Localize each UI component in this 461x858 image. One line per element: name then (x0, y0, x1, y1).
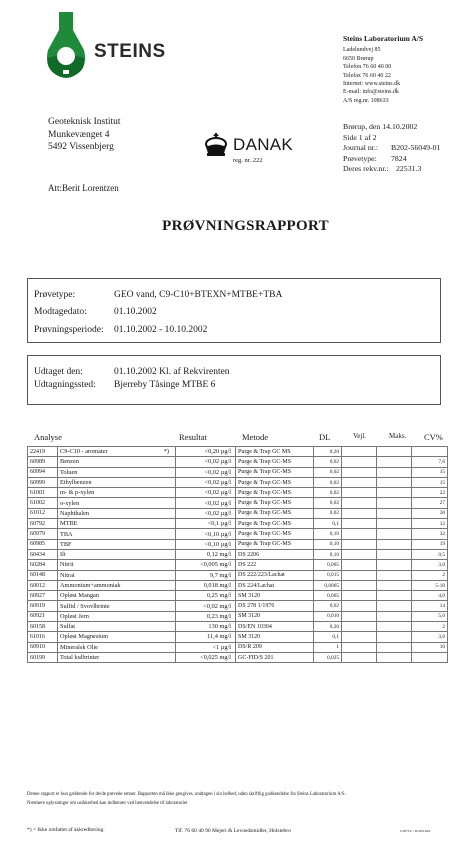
info-value: 01.10.2002 Kl. af Rekvirenten (114, 367, 230, 377)
max-value (377, 622, 412, 632)
analysis-name-text: Ammonium+ammoniak (60, 582, 121, 589)
info-row (28, 379, 440, 392)
guideline-value (342, 529, 377, 539)
analysis-name (58, 477, 176, 487)
cv-value: 14 (412, 601, 448, 611)
flask-icon (44, 12, 88, 82)
analysis-name-text: TBF (60, 540, 72, 548)
detection-limit: 0,02 (314, 508, 342, 518)
guideline-value (342, 488, 377, 498)
analysis-name (58, 519, 176, 529)
method: DS 278 1/1976 (236, 601, 314, 611)
method: SM 3120 (236, 591, 314, 601)
result-value: <0,02 µg/l (176, 477, 236, 487)
info-label: Udtagningssted: (34, 380, 96, 390)
info-value: GEO vand, C9-C10+BTEXN+MTBE+TBA (114, 290, 283, 300)
analysis-name-text: Sulfat (60, 623, 76, 631)
result-value: <0,20 µg/l (176, 447, 236, 457)
cv-value: 15 (412, 477, 448, 487)
table-row (28, 549, 448, 559)
guideline-value (342, 642, 377, 652)
analysis-name (58, 447, 176, 457)
max-value (377, 447, 412, 457)
cv-value: 22 (412, 488, 448, 498)
guideline-value (342, 570, 377, 580)
method: DS 2206 (236, 549, 314, 559)
info-label: Modtagedato: (34, 307, 87, 317)
detection-limit: 0,010 (314, 611, 342, 621)
max-value (377, 580, 412, 590)
header-analyse: Analyse (34, 432, 62, 442)
cv-value: 5-10 (412, 580, 448, 590)
max-value (377, 549, 412, 559)
analysis-name-text: Sulfid / Svovlbrinte (60, 602, 110, 610)
method: Purge & Trap GC-MS (236, 508, 314, 518)
table-row (28, 652, 448, 662)
table-row (28, 611, 448, 621)
analysis-code: 60921 (28, 611, 58, 621)
method: Purge & Trap GC MS (236, 447, 314, 457)
cv-value (412, 652, 448, 662)
max-value (377, 539, 412, 549)
detection-limit: 0,20 (314, 622, 342, 632)
journal-label: Journal nr.: (343, 143, 379, 152)
analysis-name (58, 570, 176, 580)
accreditation-note: *) (163, 448, 169, 456)
analysis-name-text: Toluen (60, 468, 78, 476)
footer-contact: Tlf. 76 60 40 90 Mejeri & Levnedsmidler, Holstebro (175, 828, 291, 834)
table-row (28, 447, 448, 457)
table-row (28, 529, 448, 539)
detection-limit: 0,02 (314, 488, 342, 498)
analysis-name (58, 508, 176, 518)
table-row (28, 642, 448, 652)
method: DS/R 209 (236, 642, 314, 652)
analysis-name-text: Total kulbrinter (60, 654, 100, 662)
cv-value: 19 (412, 539, 448, 549)
cv-value: 27 (412, 498, 448, 508)
max-value (377, 570, 412, 580)
guideline-value (342, 477, 377, 487)
lab-address-line: Telefon 76 60 40 00 (343, 64, 392, 71)
cv-value: 10 (412, 642, 448, 652)
analysis-code: 60199 (28, 652, 58, 662)
detection-limit: 0,015 (314, 570, 342, 580)
method: Purge & Trap GC-MS (236, 477, 314, 487)
max-value (377, 652, 412, 662)
danak-mark (203, 131, 303, 171)
max-value (377, 457, 412, 467)
guideline-value (342, 622, 377, 632)
lab-address-line: E-mail: info@steins.dk (343, 89, 399, 96)
method: Purge & Trap GC-MS (236, 519, 314, 529)
results-header (27, 432, 447, 446)
reference-value: 22531.3 (396, 164, 422, 173)
result-value: 130 mg/l (176, 622, 236, 632)
info-label: Prøvetype: (34, 290, 76, 300)
analysis-code: 60284 (28, 560, 58, 570)
table-row (28, 601, 448, 611)
analysis-code: 60158 (28, 622, 58, 632)
analysis-name (58, 529, 176, 539)
analysis-name-text: Opløst Mangan (60, 592, 100, 600)
table-row (28, 560, 448, 570)
analysis-name-text: Nitrit (60, 561, 74, 569)
analysis-name-text: m- & p-xylen (60, 489, 95, 497)
analysis-name-text: MTBE (60, 520, 78, 528)
result-value: <0,02 µg/l (176, 498, 236, 508)
recipient-address (48, 116, 121, 154)
cv-value: 32 (412, 529, 448, 539)
report-date: Brørup, den 14.10.2002 (343, 122, 418, 131)
cv-value: 3,6 (412, 632, 448, 642)
table-row (28, 570, 448, 580)
sample-type-value: 7824 (391, 153, 407, 163)
analysis-name (58, 632, 176, 642)
info-value: 01.10.2002 - 10.10.2002 (114, 325, 208, 335)
result-value: <1 µg/l (176, 642, 236, 652)
analysis-name (58, 642, 176, 652)
guideline-value (342, 611, 377, 621)
result-value: <0,10 µg/l (176, 529, 236, 539)
result-value: <0,02 µg/l (176, 508, 236, 518)
guideline-value (342, 519, 377, 529)
result-value: <0,005 mg/l (176, 560, 236, 570)
guideline-value (342, 549, 377, 559)
table-row (28, 622, 448, 632)
detection-limit: 0,02 (314, 457, 342, 467)
result-value: 0,23 mg/l (176, 611, 236, 621)
guideline-value (342, 601, 377, 611)
method: Purge & Trap GC-MS (236, 467, 314, 477)
analysis-code: 60792 (28, 519, 58, 529)
table-row (28, 632, 448, 642)
result-value: <0,025 mg/l (176, 652, 236, 662)
max-value (377, 560, 412, 570)
max-value (377, 498, 412, 508)
result-value: 11,4 mg/l (176, 632, 236, 642)
logo-wordmark: STEINS (94, 41, 166, 62)
method: DS 222 (236, 560, 314, 570)
detection-limit: 0,005 (314, 560, 342, 570)
footer-disclaimer (27, 790, 447, 808)
guideline-value (342, 447, 377, 457)
method: Purge & Trap GC-MS (236, 488, 314, 498)
guideline-value (342, 498, 377, 508)
detection-limit: 0,0065 (314, 580, 342, 590)
lab-address-line: Internet: www.steins.dk (343, 81, 401, 88)
method: Purge & Trap GC-MS (236, 498, 314, 508)
guideline-value (342, 508, 377, 518)
result-value: <0,02 µg/l (176, 488, 236, 498)
lab-name: Steins Laboratorium A/S (343, 34, 424, 43)
info-label: Udtaget den: (34, 367, 83, 377)
analysis-name (58, 622, 176, 632)
analysis-code: 61012 (28, 508, 58, 518)
detection-limit: 0,02 (314, 601, 342, 611)
guideline-value (342, 652, 377, 662)
analysis-code: 60989 (28, 457, 58, 467)
method: DS/EN 10304 (236, 622, 314, 632)
cv-value: 0,5 (412, 549, 448, 559)
footer-line: Nærmere oplysninger om usikkerhed kan indhentes ved henvendelse til laboratoriet (27, 801, 188, 806)
max-value (377, 508, 412, 518)
table-row (28, 488, 448, 498)
result-value: 0,25 mg/l (176, 591, 236, 601)
analysis-name-text: Mineralsk Olie (60, 643, 98, 651)
result-value: <0,02 µg/l (176, 467, 236, 477)
analysis-code: 61001 (28, 488, 58, 498)
analysis-code: 22419 (28, 447, 58, 457)
method: Purge & Trap GC-MS (236, 539, 314, 549)
analysis-name-text: Benzen (60, 458, 79, 466)
detection-limit: 0,025 (314, 652, 342, 662)
method: SM 3120 (236, 611, 314, 621)
report-title: PRØVNINGSRAPPORT (162, 218, 329, 234)
reference-label: Deres rekv.nr.: (343, 164, 389, 173)
analysis-name (58, 601, 176, 611)
attention-line: Att:Berit Lorentzen (48, 183, 119, 193)
cv-value: 2 (412, 570, 448, 580)
analysis-name (58, 652, 176, 662)
cv-value: 3,0 (412, 560, 448, 570)
detection-limit: 0,10 (314, 549, 342, 559)
result-value: <0,10 µg/l (176, 539, 236, 549)
recipient-line: 5492 Vissenbjerg (48, 142, 114, 152)
detection-limit: 1 (314, 642, 342, 652)
table-row (28, 477, 448, 487)
footer-note: *) = Ikke omfattet af akkreditering. (27, 827, 105, 833)
guideline-value (342, 580, 377, 590)
method: DS 224/Lachat (236, 580, 314, 590)
analysis-name (58, 539, 176, 549)
table-row (28, 539, 448, 549)
analysis-name (58, 580, 176, 590)
journal-value: B202-56049-01 (391, 143, 441, 152)
detection-limit: 0,005 (314, 591, 342, 601)
table-row (28, 498, 448, 508)
footer-line: Denne rapport er kun gældende for de/de prøvede emner. Rapporten må ikke gengives, undtagen i sin helhed, uden skriftlig godkendelse fra Steins Laboratorium A/S. (27, 792, 346, 797)
info-row (28, 324, 440, 337)
detection-limit: 0,1 (314, 519, 342, 529)
header-maks: Maks. (389, 432, 407, 440)
lab-address (343, 35, 458, 105)
report-meta (343, 122, 458, 175)
lab-address-line: Telefax 76 60 40 22 (343, 72, 391, 79)
header-cv: CV% (424, 432, 443, 442)
analysis-code: 60999 (28, 477, 58, 487)
guideline-value (342, 632, 377, 642)
crown-icon (203, 133, 229, 157)
analysis-name-text: Ilt (60, 551, 66, 559)
analysis-name-text: o-xylen (60, 499, 80, 507)
method: Purge & Trap GC-MS (236, 457, 314, 467)
analysis-name (58, 611, 176, 621)
analysis-name-text: Nitrat (60, 571, 75, 579)
analysis-name (58, 488, 176, 498)
sample-info-box (27, 278, 441, 343)
table-row (28, 591, 448, 601)
method: DS 222/223/Lachat (236, 570, 314, 580)
sampling-info-box (27, 355, 441, 405)
max-value (377, 488, 412, 498)
analysis-code: 60148 (28, 570, 58, 580)
analysis-code: 61016 (28, 632, 58, 642)
recipient-line: Munkevænget 4 (48, 129, 110, 140)
detection-limit: 0,10 (314, 539, 342, 549)
recipient-line: Geoteknisk Institut (48, 117, 121, 127)
sample-type-label: Prøvetype: (343, 153, 377, 163)
max-value (377, 601, 412, 611)
result-value: 0,018 mg/l (176, 580, 236, 590)
analysis-code: 61002 (28, 498, 58, 508)
method: SM 3120 (236, 632, 314, 642)
header-dl: DL (319, 432, 331, 442)
info-row (28, 289, 440, 302)
analysis-code: 60910 (28, 642, 58, 652)
guideline-value (342, 591, 377, 601)
detection-limit: 0,20 (314, 447, 342, 457)
detection-limit: 0,02 (314, 498, 342, 508)
guideline-value (342, 539, 377, 549)
steins-logo (44, 12, 164, 82)
header-vejl: Vejl. (353, 432, 367, 440)
table-row (28, 508, 448, 518)
cv-value: 4,0 (412, 591, 448, 601)
method: GC-FID/S 201 (236, 652, 314, 662)
cv-value (412, 447, 448, 457)
cv-value: 15 (412, 467, 448, 477)
max-value (377, 529, 412, 539)
header-metode: Metode (242, 432, 268, 442)
danak-reg: reg. nr. 222 (233, 157, 263, 164)
analysis-code: 60994 (28, 467, 58, 477)
analysis-name (58, 591, 176, 601)
info-row (28, 306, 440, 319)
cv-value: 30 (412, 508, 448, 518)
analysis-name-text: Ethylbenzen (60, 479, 92, 487)
guideline-value (342, 560, 377, 570)
page-indicator: Side 1 af 2 (343, 132, 377, 142)
analysis-code: 60985 (28, 539, 58, 549)
detection-limit: 0,10 (314, 529, 342, 539)
lab-address-line: Ladelundvej 85 (343, 47, 381, 54)
max-value (377, 632, 412, 642)
analysis-name (58, 467, 176, 477)
table-row (28, 519, 448, 529)
danak-name: DANAK (233, 135, 294, 154)
max-value (377, 591, 412, 601)
info-label: Prøvningsperiode: (34, 325, 104, 335)
analysis-name-text: Opløst Jern (60, 612, 89, 620)
table-row (28, 457, 448, 467)
table-row (28, 580, 448, 590)
result-value: 9,7 mg/l (176, 570, 236, 580)
info-row (28, 366, 440, 379)
analysis-name-text: TBA (60, 530, 73, 538)
cv-value: 5,0 (412, 611, 448, 621)
analysis-code: 60012 (28, 580, 58, 590)
info-value: Bjerreby Tåsinge MTBE 6 (114, 380, 216, 390)
guideline-value (342, 467, 377, 477)
analysis-name-text: Naphthalen (60, 509, 90, 517)
cv-value: 12 (412, 519, 448, 529)
result-value: <0,1 µg/l (176, 519, 236, 529)
analysis-name (58, 549, 176, 559)
max-value (377, 642, 412, 652)
header-resultat: Resultat (179, 432, 207, 442)
analysis-code: 60979 (28, 529, 58, 539)
lab-address-line: A/S reg.nr. 108633 (343, 97, 389, 104)
analysis-name-text: Opløst Magnesium (60, 633, 109, 641)
result-value: 0,12 mg/l (176, 549, 236, 559)
max-value (377, 477, 412, 487)
max-value (377, 519, 412, 529)
detection-limit: 0,02 (314, 467, 342, 477)
info-value: 01.10.2002 (114, 307, 157, 317)
analysis-name-text: C9-C10 - aromater (60, 448, 108, 456)
max-value (377, 611, 412, 621)
analysis-name (58, 457, 176, 467)
method: Purge & Trap GC-MS (236, 529, 314, 539)
result-value: <0,02 µg/l (176, 457, 236, 467)
detection-limit: 0,02 (314, 477, 342, 487)
analysis-name (58, 560, 176, 570)
detection-limit: 0,1 (314, 632, 342, 642)
analysis-code: 60919 (28, 601, 58, 611)
guideline-value (342, 457, 377, 467)
analysis-code: 60927 (28, 591, 58, 601)
result-value: <0,02 mg/l (176, 601, 236, 611)
footer-code: C2873-b / R-009-004 (400, 829, 431, 833)
analysis-code: 60434 (28, 549, 58, 559)
lab-address-line: 6650 Brørup (343, 55, 374, 62)
table-row (28, 467, 448, 477)
cv-value: 2 (412, 622, 448, 632)
results-table (27, 446, 448, 663)
cv-value: 7,6 (412, 457, 448, 467)
analysis-name (58, 498, 176, 508)
max-value (377, 467, 412, 477)
